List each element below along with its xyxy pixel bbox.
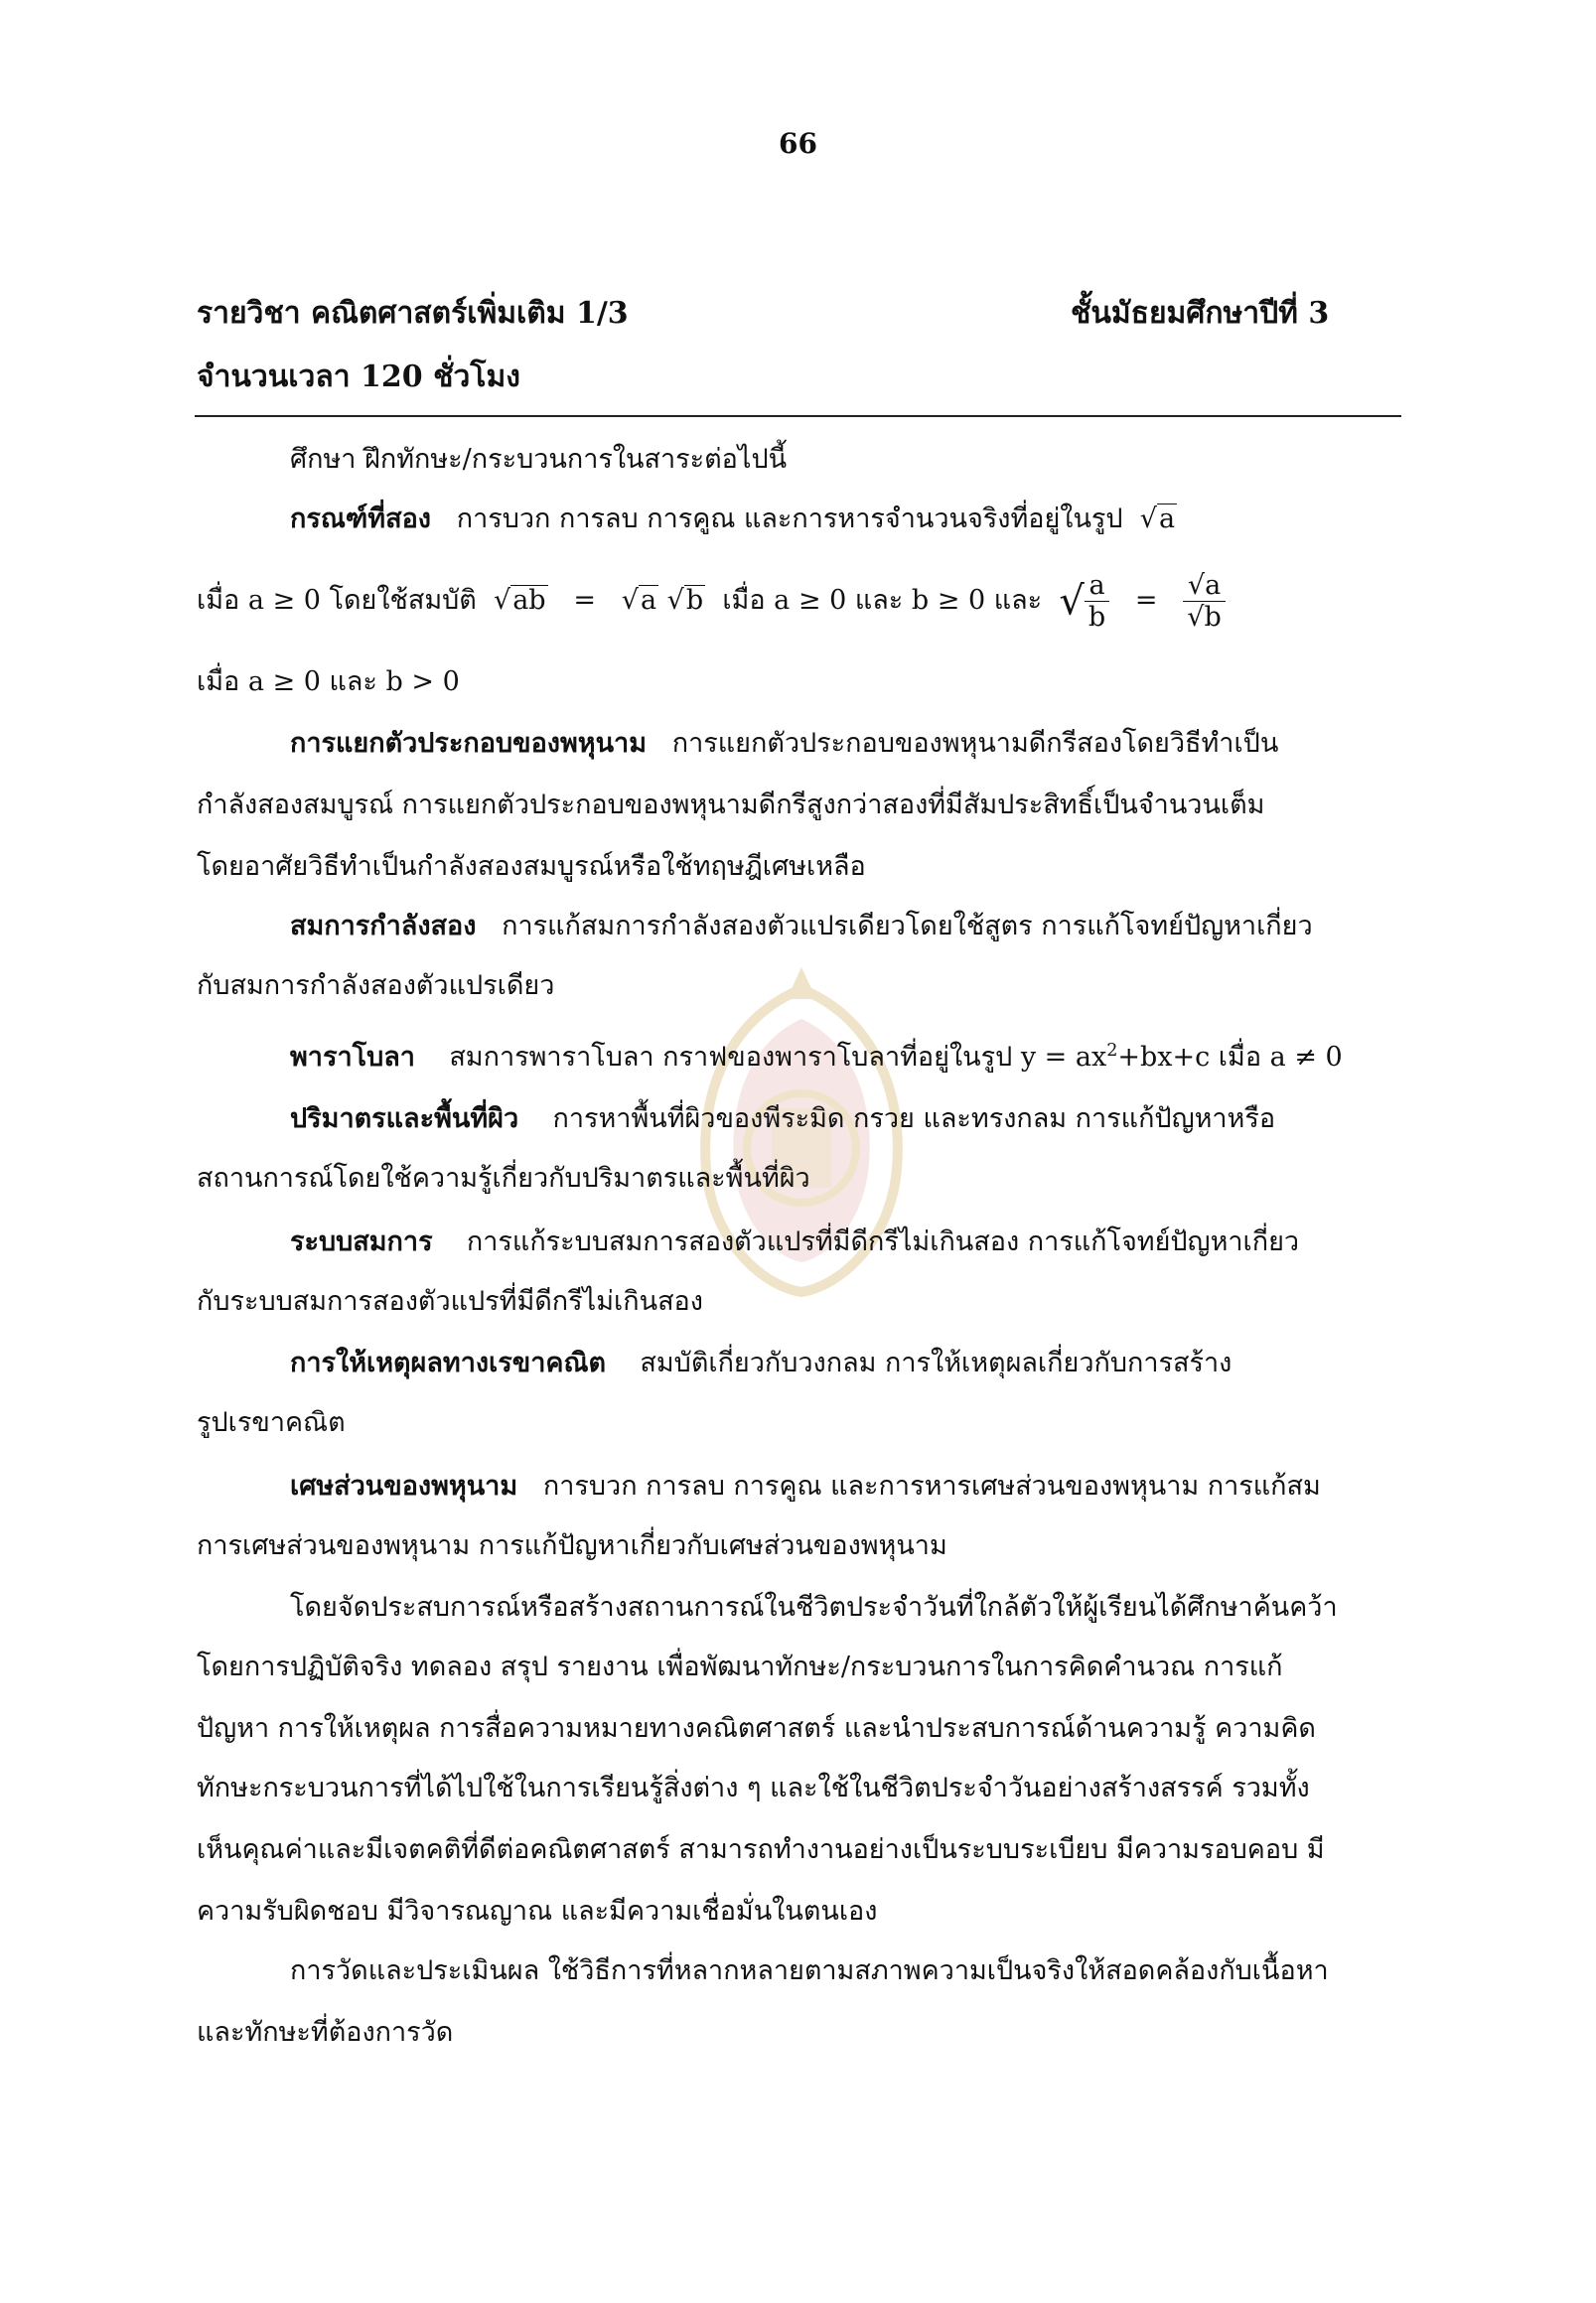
section-system-line-1 — [290, 1220, 1299, 1262]
method-paragraph-line-3: ปัญหา การให้เหตุผล การสื่อความหมายทางคณิตศาสตร์ และนำประสบการณ์ด้านความรู้ ความคิด — [197, 1713, 1316, 1744]
section-volume-line-2: สถานการณ์โดยใช้ความรู้เกี่ยวกับปริมาตรและพื้นที่ผิว — [197, 1163, 810, 1194]
section-volume-text: การหาพื้นที่ผิวของพีระมิด กรวย และทรงกลม การแก้ปัญหาหรือ — [552, 1103, 1276, 1134]
header-divider — [195, 415, 1401, 417]
section-factoring-keyword: การแยกตัวประกอบของพหุนาม — [290, 728, 647, 759]
intro-line: ศึกษา ฝึกทักษะ/กระบวนการในสาระต่อไปนี้ — [290, 444, 788, 475]
assessment-paragraph-line-1: การวัดและประเมินผล ใช้วิธีการที่หลากหลายตามสภาพความเป็นจริงให้สอดคล้องกับเนื้อหา — [290, 1955, 1329, 1986]
ge-symbol-3: ≥ — [937, 585, 960, 617]
equals-symbol-2: = — [1134, 585, 1158, 617]
equals-symbol: = — [573, 585, 596, 617]
assessment-paragraph-line-2: และทักษะที่ต้องการวัด — [197, 2017, 454, 2048]
sqrt-ab-expression: √ab — [493, 585, 546, 617]
method-paragraph-line-2: โดยการปฏิบัติจริง ทดลอง สรุป รายงาน เพื่อพัฒนาทักษะ/กระบวนการในการคิดคำนวณ การแก้ — [197, 1652, 1283, 1682]
section-system-line-2: กับระบบสมการสองตัวแปรที่มีดีกรีไม่เกินสอง — [197, 1286, 703, 1317]
section-radicals-keyword: กรณฑ์ที่สอง — [290, 504, 431, 534]
page-number: 66 — [779, 127, 817, 160]
section-geometry-keyword: การให้เหตุผลทางเรขาคณิต — [290, 1348, 607, 1378]
sqrt-b-factor: √b — [666, 585, 704, 617]
section-quadratic-line-1 — [290, 904, 1313, 946]
fraction-a-over-b: $\frac{a}{b}$ — [1085, 570, 1109, 633]
section-quadratic-keyword: สมการกำลังสอง — [290, 911, 477, 941]
section-factoring-text: การแยกตัวประกอบของพหุนามดีกรีสองโดยวิธีทำเป็น — [671, 728, 1279, 759]
exponent-2: 2 — [1106, 1041, 1118, 1061]
condition-text-a: เมื่อ a — [197, 585, 264, 617]
section-rational-line-1 — [290, 1464, 1321, 1507]
sqrt-fraction-icon: √ — [1059, 578, 1085, 625]
method-paragraph-line-6: ความรับผิดชอบ มีวิจารณญาณ และมีความเชื่อมั่นในตนเอง — [197, 1896, 878, 1927]
sqrt-a-factor: √a — [621, 585, 657, 617]
condition-text-c: เมื่อ a — [722, 585, 791, 617]
study-hours: จำนวนเวลา 120 ชั่วโมง — [197, 360, 520, 394]
section-quadratic-line-2: กับสมการกำลังสองตัวแปรเดียว — [197, 970, 555, 1001]
section-system-text: การแก้ระบบสมการสองตัวแปรที่มีดีกรีไม่เกินสอง การแก้โจทย์ปัญหาเกี่ยว — [466, 1226, 1300, 1257]
section-rational-line-2: การเศษส่วนของพหุนาม การแก้ปัญหาเกี่ยวกับเศษส่วนของพหุนาม — [197, 1530, 947, 1561]
section-rational-text: การบวก การลบ การคูณ และการหารเศษส่วนของพหุนาม การแก้สม — [542, 1471, 1321, 1502]
method-paragraph-line-4: ทักษะกระบวนการที่ได้ไปใช้ในการเรียนรู้สิ่งต่าง ๆ และใช้ในชีวิตประจำวันอย่างสร้างสรรค์ รวมทั้ง — [197, 1773, 1310, 1803]
section-radicals-text: การบวก การลบ การคูณ และการหารจำนวนจริงที่อยู่ในรูป — [456, 504, 1123, 534]
ge-symbol: ≥ — [272, 585, 296, 617]
method-paragraph-line-5: เห็นคุณค่าและมีเจตคติที่ดีต่อคณิตศาสตร์ สามารถทำงานอย่างเป็นระบบระเบียบ มีความรอบคอบ มี — [197, 1834, 1325, 1865]
section-volume-line-1 — [290, 1096, 1275, 1139]
section-radicals-line-2 — [197, 570, 1226, 633]
section-system-keyword: ระบบสมการ — [290, 1226, 433, 1257]
section-radicals-line-1 — [290, 497, 1177, 539]
condition-text-e: 0 และ — [967, 585, 1043, 617]
condition-text-d: 0 และ b — [829, 585, 930, 617]
section-parabola-keyword: พาราโบลา — [290, 1042, 415, 1073]
fraction-sqrt-a-over-sqrt-b: $\frac{√a}{√b}$ — [1183, 570, 1226, 633]
section-factoring-line-2: กำลังสองสมบูรณ์ การแยกตัวประกอบของพหุนามดีกรีสูงกว่าสองที่มีสัมประสิทธิ์เป็นจำนวนเต็ม — [197, 790, 1265, 820]
subject-title: รายวิชา คณิตศาสตร์เพิ่มเติม 1/3 — [197, 296, 629, 331]
section-rational-keyword: เศษส่วนของพหุนาม — [290, 1471, 518, 1502]
section-parabola-text: สมการพาราโบลา กราฟของพาราโบลาที่อยู่ในรูป y = ax — [449, 1042, 1107, 1073]
section-factoring-line-3: โดยอาศัยวิธีทำเป็นกำลังสองสมบูรณ์หรือใช้ทฤษฎีเศษเหลือ — [197, 851, 866, 882]
grade-level: ชั้นมัธยมศึกษาปีที่ 3 — [1071, 296, 1330, 331]
section-radicals-line-3: เมื่อ a ≥ 0 และ b > 0 — [197, 666, 460, 697]
section-parabola-text-b: +bx+c เมื่อ a ≠ 0 — [1117, 1042, 1343, 1073]
section-volume-keyword: ปริมาตรและพื้นที่ผิว — [290, 1103, 519, 1134]
method-paragraph-line-1: โดยจัดประสบการณ์หรือสร้างสถานการณ์ในชีวิตประจำวันที่ใกล้ตัวให้ผู้เรียนได้ศึกษาค้นคว้า — [290, 1592, 1338, 1623]
sqrt-a-expression: √a — [1139, 504, 1176, 534]
ge-symbol-2: ≥ — [798, 585, 821, 617]
section-geometry-text: สมบัติเกี่ยวกับวงกลม การให้เหตุผลเกี่ยวกับการสร้าง — [640, 1348, 1233, 1378]
section-quadratic-text: การแก้สมการกำลังสองตัวแปรเดียวโดยใช้สูตร การแก้โจทย์ปัญหาเกี่ยว — [502, 911, 1313, 941]
section-factoring-line-1 — [290, 721, 1278, 764]
section-geometry-line-1 — [290, 1341, 1232, 1383]
property-text: 0 โดยใช้สมบัติ — [303, 585, 477, 617]
section-parabola-line-1 — [290, 1035, 1343, 1078]
section-geometry-line-2: รูปเรขาคณิต — [197, 1407, 346, 1438]
